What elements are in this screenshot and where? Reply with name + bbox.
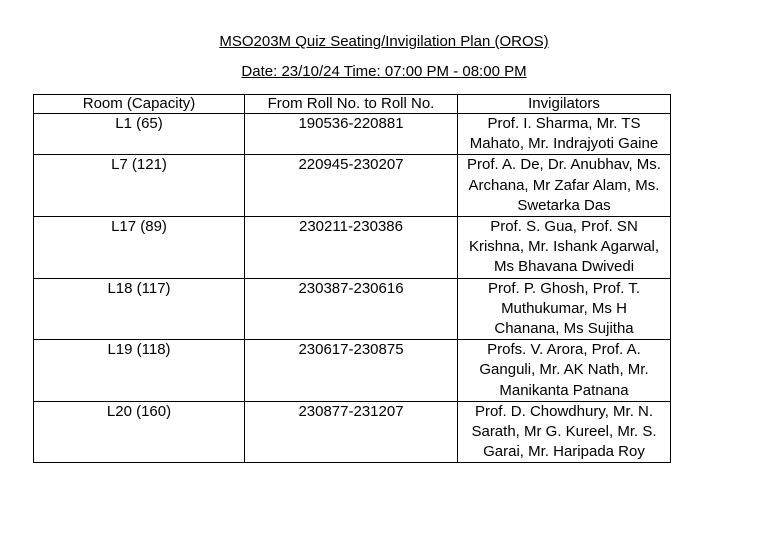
room-cell: L19 (118) bbox=[34, 340, 245, 402]
invigilator-line: Sarath, Mr G. Kureel, Mr. S. bbox=[471, 423, 657, 441]
invigilators-cell bbox=[458, 278, 671, 340]
document-title: MSO203M Quiz Seating/Invigilation Plan (OROS) bbox=[219, 33, 549, 50]
invigilators-cell bbox=[458, 401, 671, 463]
header-roll-range: From Roll No. to Roll No. bbox=[245, 95, 458, 114]
invigilator-line: Prof. S. Gua, Prof. SN bbox=[490, 218, 638, 236]
room-cell: L20 (160) bbox=[34, 401, 245, 463]
header-invigilators: Invigilators bbox=[458, 95, 671, 114]
table-row bbox=[34, 217, 671, 279]
invigilator-line: Ms Bhavana Dwivedi bbox=[493, 258, 635, 276]
invigilator-line: Muthukumar, Ms H bbox=[501, 299, 627, 317]
header-room-capacity: Room (Capacity) bbox=[34, 95, 245, 114]
room-cell: L17 (89) bbox=[34, 217, 245, 279]
table-row bbox=[34, 340, 671, 402]
room-cell: L7 (121) bbox=[34, 155, 245, 217]
invigilator-line: Mahato, Mr. Indrajyoti Gaine bbox=[469, 135, 659, 153]
table-header bbox=[34, 95, 671, 114]
roll-range-cell: 220945-230207 bbox=[245, 155, 458, 217]
invigilator-line: Manikanta Patnana bbox=[499, 381, 629, 399]
invigilator-line: Garai, Mr. Haripada Roy bbox=[483, 443, 645, 461]
invigilators-cell bbox=[458, 340, 671, 402]
invigilator-line: Chanana, Ms Sujitha bbox=[494, 320, 634, 338]
invigilators-cell bbox=[458, 155, 671, 217]
roll-range-cell: 230387-230616 bbox=[245, 278, 458, 340]
seating-plan-table bbox=[33, 94, 671, 463]
roll-range-cell: 230211-230386 bbox=[245, 217, 458, 279]
table-body bbox=[34, 114, 671, 463]
date-time-line: Date: 23/10/24 Time: 07:00 PM - 08:00 PM bbox=[241, 63, 527, 80]
invigilators-cell bbox=[458, 114, 671, 155]
invigilator-line: Prof. D. Chowdhury, Mr. N. bbox=[474, 402, 654, 420]
roll-range-cell: 190536-220881 bbox=[245, 114, 458, 155]
invigilator-line: Swetarka Das bbox=[517, 196, 611, 214]
invigilator-line: Prof. P. Ghosh, Prof. T. bbox=[487, 279, 641, 297]
table-row bbox=[34, 114, 671, 155]
table-row bbox=[34, 278, 671, 340]
roll-range-cell: 230617-230875 bbox=[245, 340, 458, 402]
invigilator-line: Prof. I. Sharma, Mr. TS bbox=[487, 115, 641, 132]
table-row bbox=[34, 401, 671, 463]
invigilator-line: Prof. A. De, Dr. Anubhav, Ms. bbox=[467, 156, 661, 174]
invigilator-line: Ganguli, Mr. AK Nath, Mr. bbox=[479, 361, 649, 379]
roll-range-cell: 230877-231207 bbox=[245, 401, 458, 463]
invigilator-line: Krishna, Mr. Ishank Agarwal, bbox=[468, 238, 660, 256]
room-cell: L18 (117) bbox=[34, 278, 245, 340]
invigilator-line: Archana, Mr Zafar Alam, Ms. bbox=[468, 176, 660, 194]
header-row bbox=[34, 95, 671, 114]
invigilators-cell bbox=[458, 217, 671, 279]
invigilator-line: Profs. V. Arora, Prof. A. bbox=[487, 341, 641, 359]
room-cell: L1 (65) bbox=[34, 114, 245, 155]
table-row bbox=[34, 155, 671, 217]
